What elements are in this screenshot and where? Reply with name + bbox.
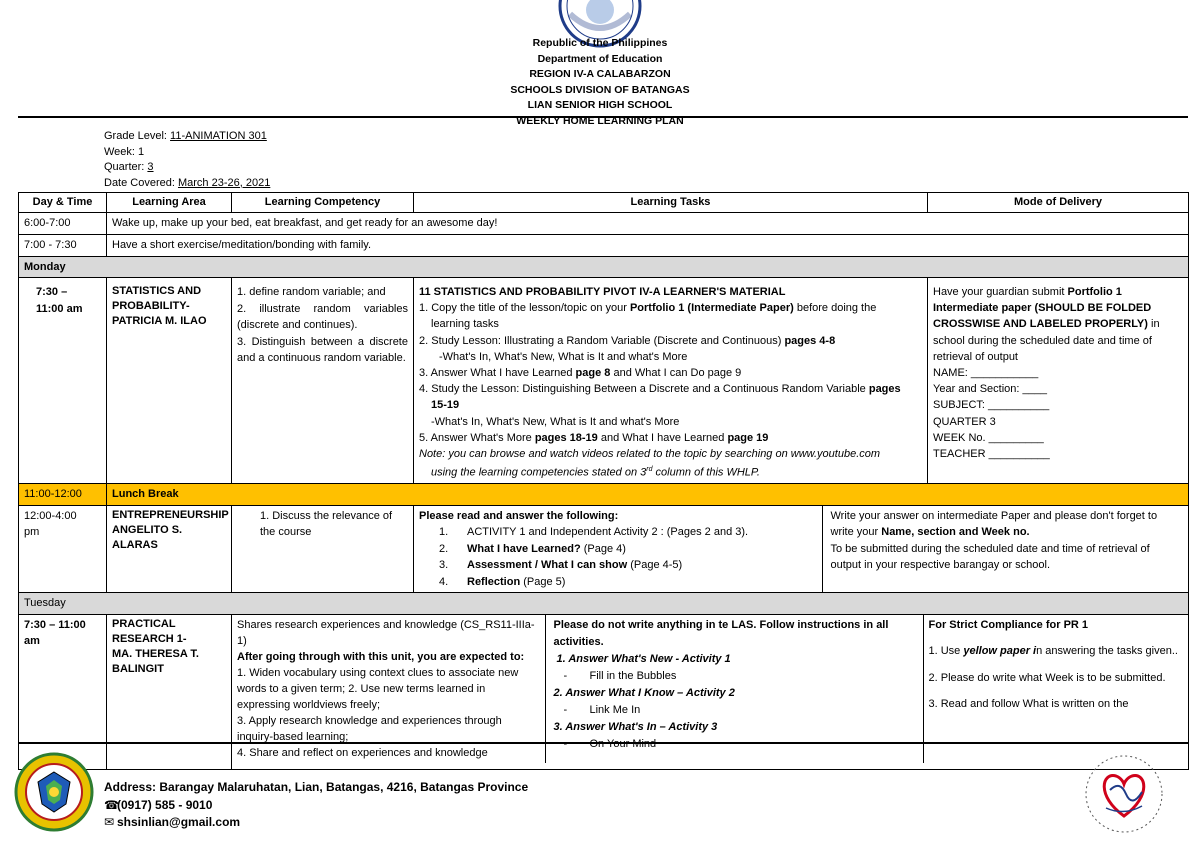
day-row-monday — [19, 256, 1189, 278]
time-cell: 12:00-4:00 pm — [19, 505, 107, 593]
table-row — [19, 234, 1189, 256]
learning-plan-table — [18, 192, 1189, 770]
date-covered: March 23-26, 2021 — [177, 176, 271, 189]
grade-level: 11-ANIMATION 301 — [170, 130, 267, 142]
table-row — [19, 505, 1189, 593]
lunch-label: Lunch Break — [107, 484, 1189, 506]
lunch-row — [19, 484, 1189, 506]
phone-icon: ☎ — [104, 797, 119, 812]
tuesday-detail-cell: Shares research experiences and knowledge (CS_RS11-IIIa-1) After going through with this unit, you are expected to: 1. Widen vocabulary using context clues to associate new words to a given term; 2. Use new terms learned in expressing worldviews freely; 3. Apply research knowledge and experiences through inquiry-based learning; 4. Share and reflect on experiences and knowledge Please do not write anything in te LAS. Follow instructions in all activities. 1. Answer What's New - Activity 1 - Fill in the Bubbles 2. Answer What I Know – Activity 2 - Link Me In 3. Answer What's In – Activity 3 - On Your Mind For Strict Compliance for PR 1 1. Use yellow paper in answering the tasks given.. 2. Please do write what Week is to be submitted. 3. Read and follow What is written on the — [232, 614, 1189, 769]
time-cell: 7:30 – 11:00 am — [19, 278, 107, 484]
column-header: Mode of Delivery — [928, 193, 1189, 213]
table-row — [19, 212, 1189, 234]
plan-meta: Grade Level: 11-ANIMATION 301 Week: 1 Quarter: 3 Date Covered: March 23-26, 2021 — [104, 130, 271, 189]
learning-area-cell: STATISTICS AND PROBABILITY- PATRICIA M. ILAO — [107, 278, 232, 484]
tasks-and-mode-cell: Please read and answer the following: 1. ACTIVITY 1 and Independent Activity 2 : (Pages 2 and 3). 2. What I have Learned? (Page 4) 3. Assessment / What I can show (Page 4-5) 4. Reflection (Page 5) Write your answer on intermediate Paper and please don't forget to write your Name, section and Week no. To be submitted during the scheduled date and time of retrieval of output in your respective barangay or school. — [414, 505, 1189, 593]
learning-area-cell: PRACTICAL RESEARCH 1- MA. THERESA T. BALINGIT — [107, 614, 232, 769]
tasks-cell: 11 STATISTICS AND PROBABILITY PIVOT IV-A LEARNER'S MATERIAL 1. Copy the title of the lesson/topic on your Portfolio 1 (Intermediate Paper) before doing the learning tasks 2. Study Lesson: Illustrating a Random Variable (Discrete and Continuous) pages 4-8 -What's In, What's New, What is It and what's More 3. Answer What I have Learned page 8 and What I can Do page 9 4. Study the Lesson: Distinguishing Between a Discrete and a Continuous Random Variable pages 15-19 -What's In, What's New, What is It and what's More 5. Answer What's More pages 18-19 and What I have Learned page 19 Note: you can browse and watch videos related to the topic by searching on www.youtube.com using the learning competencies stated on 3rd column of this WHLP. — [414, 278, 928, 484]
mode-cell: Have your guardian submit Portfolio 1 Intermediate paper (SHOULD BE FOLDED CROSSWISE AND LABELED PROPERLY) in school during the scheduled date and time of retrieval of output NAME: ___________ Year and Section: ____ SUBJECT: __________ QUARTER 3 WEEK No. _________ TEACHER __________ — [928, 278, 1189, 484]
column-header: Learning Tasks — [414, 193, 928, 213]
day-label: Tuesday — [19, 593, 1189, 615]
header-line: REGION IV-A CALABARZON — [529, 68, 671, 80]
heart-logo-icon — [1076, 750, 1172, 836]
header-line: SCHOOLS DIVISION OF BATANGAS — [510, 83, 690, 96]
header-line: WEEKLY HOME LEARNING PLAN — [516, 114, 684, 127]
day-row-tuesday — [19, 593, 1189, 615]
header-line: LIAN SENIOR HIGH SCHOOL — [527, 99, 673, 111]
column-header: Day & Time — [19, 193, 107, 213]
footer-contact — [104, 779, 528, 832]
lunch-time: 11:00-12:00 — [19, 484, 107, 506]
routine-text: Have a short exercise/meditation/bonding with family. — [107, 234, 1189, 256]
day-label: Monday — [19, 256, 1189, 278]
header-divider — [18, 116, 1188, 118]
routine-time: 7:00 - 7:30 — [19, 234, 107, 256]
table-row — [19, 614, 1189, 769]
school-logo-icon — [14, 752, 94, 832]
learning-area-cell: ENTREPRENEURSHIP ANGELITO S. ALARAS — [107, 505, 232, 593]
time-cell: 7:30 – 11:00 am — [19, 614, 107, 769]
column-header: Learning Area — [107, 193, 232, 213]
header-line: Department of Education — [537, 52, 663, 65]
quarter: 3 — [147, 161, 154, 173]
competency-cell: 1. define random variable; and 2. illustrate random variables (discrete and continues). 3. Distinguish between a discrete and a continuous random variable. — [232, 278, 414, 484]
table-row — [19, 278, 1189, 484]
competency-cell: 1. Discuss the relevance of the course — [232, 505, 414, 593]
routine-time: 6:00-7:00 — [19, 212, 107, 234]
footer-divider — [18, 742, 1188, 744]
phone-number: (0917) 585 - 9010 — [117, 797, 213, 812]
week: Week: 1 — [104, 145, 145, 158]
table-header-row — [19, 193, 1189, 213]
address: Address: Barangay Malaruhatan, Lian, Batangas, 4216, Batangas Province — [104, 780, 529, 794]
routine-text: Wake up, make up your bed, eat breakfast, and get ready for an awesome day! — [107, 212, 1189, 234]
envelope-icon: ✉ — [104, 815, 115, 829]
header-line: Republic of the Philippines — [532, 37, 668, 49]
email: shsinlian@gmail.com — [117, 815, 241, 829]
column-header: Learning Competency — [232, 193, 414, 213]
